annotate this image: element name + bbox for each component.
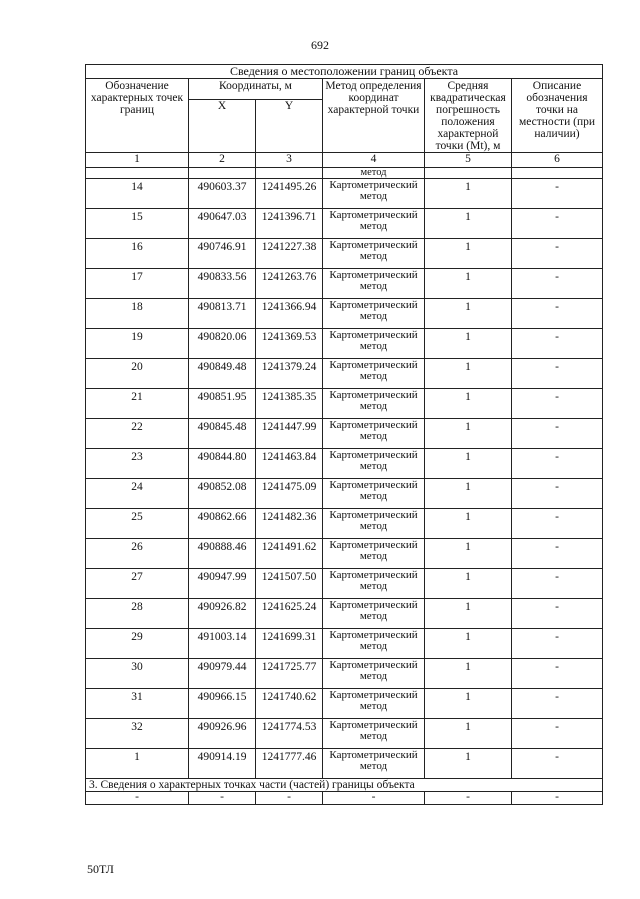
description-cell: - <box>512 389 603 419</box>
table-row <box>86 479 603 509</box>
method-line-2: метод <box>359 579 388 592</box>
description-cell: - <box>512 479 603 509</box>
x-coordinate-cell: 490813.71 <box>189 299 256 329</box>
description-cell: - <box>512 749 603 779</box>
section-3-cell: - <box>323 792 425 805</box>
error-cell: 1 <box>425 479 512 509</box>
method-cell <box>323 299 425 329</box>
x-coordinate-cell: 490966.15 <box>189 689 256 719</box>
column-number-3: 3 <box>256 153 323 168</box>
error-cell: 1 <box>425 629 512 659</box>
boundary-points-table <box>85 64 603 805</box>
y-coordinate-cell: 1241227.38 <box>256 239 323 269</box>
y-coordinate-cell: 1241379.24 <box>256 359 323 389</box>
table-row <box>86 299 603 329</box>
point-id-cell: 1 <box>86 749 189 779</box>
point-id-cell: 19 <box>86 329 189 359</box>
y-coordinate-cell: 1241475.09 <box>256 479 323 509</box>
method-line-2: метод <box>359 399 388 412</box>
method-cell <box>323 659 425 689</box>
x-coordinate-cell: 490844.80 <box>189 449 256 479</box>
table-row <box>86 329 603 359</box>
description-cell: - <box>512 659 603 689</box>
point-id-cell: 20 <box>86 359 189 389</box>
continued-cell <box>86 168 189 179</box>
column-number-2: 2 <box>189 153 256 168</box>
error-cell: 1 <box>425 569 512 599</box>
description-cell: - <box>512 689 603 719</box>
header-x: X <box>189 100 256 153</box>
x-coordinate-cell: 490603.37 <box>189 179 256 209</box>
method-cell <box>323 599 425 629</box>
point-id-cell: 26 <box>86 539 189 569</box>
method-cell <box>323 509 425 539</box>
header-description: Описание обозначения точки на местности (при наличии) <box>512 79 603 153</box>
y-coordinate-cell: 1241482.36 <box>256 509 323 539</box>
table-row <box>86 569 603 599</box>
section-3-title: 3. Сведения о характерных точках части (частей) границы объекта <box>86 779 603 792</box>
y-coordinate-cell: 1241495.26 <box>256 179 323 209</box>
section-3-cell: - <box>425 792 512 805</box>
method-line-2: метод <box>359 189 388 202</box>
continued-cell <box>256 168 323 179</box>
table-row <box>86 689 603 719</box>
y-coordinate-cell: 1241699.31 <box>256 629 323 659</box>
description-cell: - <box>512 419 603 449</box>
method-line-1: Картометрический <box>329 329 418 341</box>
method-line-1: Картометрический <box>329 569 418 581</box>
method-line-1: Картометрический <box>329 239 418 251</box>
column-number-4: 4 <box>323 153 425 168</box>
method-line-1: Картометрический <box>329 359 418 371</box>
header-coordinates: Координаты, м <box>189 79 323 100</box>
y-coordinate-cell: 1241366.94 <box>256 299 323 329</box>
method-cell <box>323 209 425 239</box>
header-error: Средняя квадратическая погрешность положения характерной точки (Mt), м <box>425 79 512 153</box>
y-coordinate-cell: 1241725.77 <box>256 659 323 689</box>
error-cell: 1 <box>425 689 512 719</box>
method-line-1: Картометрический <box>329 719 418 731</box>
method-cell <box>323 389 425 419</box>
method-line-1: Картометрический <box>329 629 418 641</box>
column-number-1: 1 <box>86 153 189 168</box>
error-cell: 1 <box>425 239 512 269</box>
error-cell: 1 <box>425 719 512 749</box>
point-id-cell: 31 <box>86 689 189 719</box>
method-cell <box>323 239 425 269</box>
point-id-cell: 16 <box>86 239 189 269</box>
x-coordinate-cell: 490851.95 <box>189 389 256 419</box>
point-id-cell: 17 <box>86 269 189 299</box>
error-cell: 1 <box>425 179 512 209</box>
error-cell: 1 <box>425 749 512 779</box>
method-cell <box>323 629 425 659</box>
table-row <box>86 629 603 659</box>
description-cell: - <box>512 239 603 269</box>
error-cell: 1 <box>425 329 512 359</box>
method-line-2: метод <box>359 519 388 532</box>
description-cell: - <box>512 509 603 539</box>
column-number-6: 6 <box>512 153 603 168</box>
y-coordinate-cell: 1241385.35 <box>256 389 323 419</box>
table-row <box>86 749 603 779</box>
table-row <box>86 599 603 629</box>
method-cell <box>323 689 425 719</box>
point-id-cell: 29 <box>86 629 189 659</box>
x-coordinate-cell: 490852.08 <box>189 479 256 509</box>
point-id-cell: 14 <box>86 179 189 209</box>
method-line-2: метод <box>359 729 388 742</box>
error-cell: 1 <box>425 539 512 569</box>
y-coordinate-cell: 1241263.76 <box>256 269 323 299</box>
continued-cell <box>189 168 256 179</box>
column-number-5: 5 <box>425 153 512 168</box>
page-number: 692 <box>311 38 329 52</box>
method-line-1: Картометрический <box>329 749 418 761</box>
method-line-2: метод <box>359 279 388 292</box>
x-coordinate-cell: 490926.96 <box>189 719 256 749</box>
method-line-1: Картометрический <box>329 449 418 461</box>
x-coordinate-cell: 491003.14 <box>189 629 256 659</box>
method-line-1: Картометрический <box>329 179 418 191</box>
method-line-2: метод <box>359 309 388 322</box>
method-cell <box>323 359 425 389</box>
error-cell: 1 <box>425 599 512 629</box>
method-line-1: Картометрический <box>329 389 418 401</box>
section-3-cell: - <box>86 792 189 805</box>
point-id-cell: 24 <box>86 479 189 509</box>
point-id-cell: 25 <box>86 509 189 539</box>
method-line-2: метод <box>359 489 388 502</box>
section-3-cell: - <box>189 792 256 805</box>
method-cell <box>323 449 425 479</box>
method-line-1: Картометрический <box>329 419 418 431</box>
y-coordinate-cell: 1241447.99 <box>256 419 323 449</box>
error-cell: 1 <box>425 389 512 419</box>
header-designation: Обозначение характерных точек границ <box>86 79 189 153</box>
error-cell: 1 <box>425 209 512 239</box>
table-row <box>86 719 603 749</box>
method-line-2: метод <box>359 369 388 382</box>
y-coordinate-cell: 1241463.84 <box>256 449 323 479</box>
method-line-1: Картометрический <box>329 659 418 671</box>
method-line-2: метод <box>359 609 388 622</box>
method-cell <box>323 419 425 449</box>
table-row <box>86 419 603 449</box>
table-row <box>86 539 603 569</box>
x-coordinate-cell: 490845.48 <box>189 419 256 449</box>
point-id-cell: 22 <box>86 419 189 449</box>
x-coordinate-cell: 490833.56 <box>189 269 256 299</box>
section-3-cell: - <box>512 792 603 805</box>
point-id-cell: 15 <box>86 209 189 239</box>
method-cell <box>323 719 425 749</box>
x-coordinate-cell: 490849.48 <box>189 359 256 389</box>
method-line-1: Картометрический <box>329 269 418 281</box>
method-line-2: метод <box>359 219 388 232</box>
method-line-1: Картометрический <box>329 539 418 551</box>
method-line-1: Картометрический <box>329 299 418 311</box>
x-coordinate-cell: 490862.66 <box>189 509 256 539</box>
table-row <box>86 179 603 209</box>
x-coordinate-cell: 490914.19 <box>189 749 256 779</box>
method-cell <box>323 479 425 509</box>
error-cell: 1 <box>425 269 512 299</box>
method-cell <box>323 179 425 209</box>
header-method: Метод определения координат характерной точки <box>323 79 425 153</box>
description-cell: - <box>512 569 603 599</box>
table-body <box>86 65 603 805</box>
y-coordinate-cell: 1241491.62 <box>256 539 323 569</box>
method-line-2: метод <box>359 339 388 352</box>
error-cell: 1 <box>425 299 512 329</box>
method-cell <box>323 269 425 299</box>
footer-mark: 50ТЛ <box>87 862 114 876</box>
y-coordinate-cell: 1241369.53 <box>256 329 323 359</box>
table-row <box>86 389 603 419</box>
method-line-2: метод <box>359 459 388 472</box>
point-id-cell: 32 <box>86 719 189 749</box>
table-row <box>86 449 603 479</box>
method-cell <box>323 329 425 359</box>
method-line-2: метод <box>359 669 388 682</box>
description-cell: - <box>512 449 603 479</box>
description-cell: - <box>512 299 603 329</box>
method-line-2: метод <box>359 249 388 262</box>
method-cell <box>323 749 425 779</box>
method-line-1: Картометрический <box>329 689 418 701</box>
table-row <box>86 269 603 299</box>
point-id-cell: 23 <box>86 449 189 479</box>
table-row <box>86 239 603 269</box>
x-coordinate-cell: 490926.82 <box>189 599 256 629</box>
table-row <box>86 359 603 389</box>
description-cell: - <box>512 719 603 749</box>
header-y: Y <box>256 100 323 153</box>
error-cell: 1 <box>425 359 512 389</box>
error-cell: 1 <box>425 659 512 689</box>
point-id-cell: 27 <box>86 569 189 599</box>
table-row <box>86 509 603 539</box>
table-row <box>86 659 603 689</box>
method-line-2: метод <box>359 639 388 652</box>
point-id-cell: 30 <box>86 659 189 689</box>
continued-cell <box>425 168 512 179</box>
x-coordinate-cell: 490647.03 <box>189 209 256 239</box>
method-line-2: метод <box>359 759 388 772</box>
description-cell: - <box>512 599 603 629</box>
description-cell: - <box>512 329 603 359</box>
description-cell: - <box>512 629 603 659</box>
description-cell: - <box>512 539 603 569</box>
x-coordinate-cell: 490746.91 <box>189 239 256 269</box>
method-line-1: Картометрический <box>329 599 418 611</box>
x-coordinate-cell: 490979.44 <box>189 659 256 689</box>
method-line-1: Картометрический <box>329 509 418 521</box>
y-coordinate-cell: 1241740.62 <box>256 689 323 719</box>
y-coordinate-cell: 1241774.53 <box>256 719 323 749</box>
method-cell <box>323 539 425 569</box>
y-coordinate-cell: 1241625.24 <box>256 599 323 629</box>
continued-method: метод <box>323 168 425 179</box>
description-cell: - <box>512 269 603 299</box>
x-coordinate-cell: 490888.46 <box>189 539 256 569</box>
method-line-2: метод <box>359 699 388 712</box>
method-line-2: метод <box>359 429 388 442</box>
section-3-cell: - <box>256 792 323 805</box>
method-line-1: Картометрический <box>329 479 418 491</box>
table-row <box>86 209 603 239</box>
point-id-cell: 18 <box>86 299 189 329</box>
error-cell: 1 <box>425 449 512 479</box>
x-coordinate-cell: 490947.99 <box>189 569 256 599</box>
y-coordinate-cell: 1241777.46 <box>256 749 323 779</box>
table-title: Сведения о местоположении границ объекта <box>86 65 603 79</box>
description-cell: - <box>512 179 603 209</box>
description-cell: - <box>512 359 603 389</box>
y-coordinate-cell: 1241396.71 <box>256 209 323 239</box>
method-line-2: метод <box>359 549 388 562</box>
point-id-cell: 21 <box>86 389 189 419</box>
point-id-cell: 28 <box>86 599 189 629</box>
y-coordinate-cell: 1241507.50 <box>256 569 323 599</box>
x-coordinate-cell: 490820.06 <box>189 329 256 359</box>
method-line-1: Картометрический <box>329 209 418 221</box>
error-cell: 1 <box>425 419 512 449</box>
method-cell <box>323 569 425 599</box>
continued-cell <box>512 168 603 179</box>
description-cell: - <box>512 209 603 239</box>
error-cell: 1 <box>425 509 512 539</box>
